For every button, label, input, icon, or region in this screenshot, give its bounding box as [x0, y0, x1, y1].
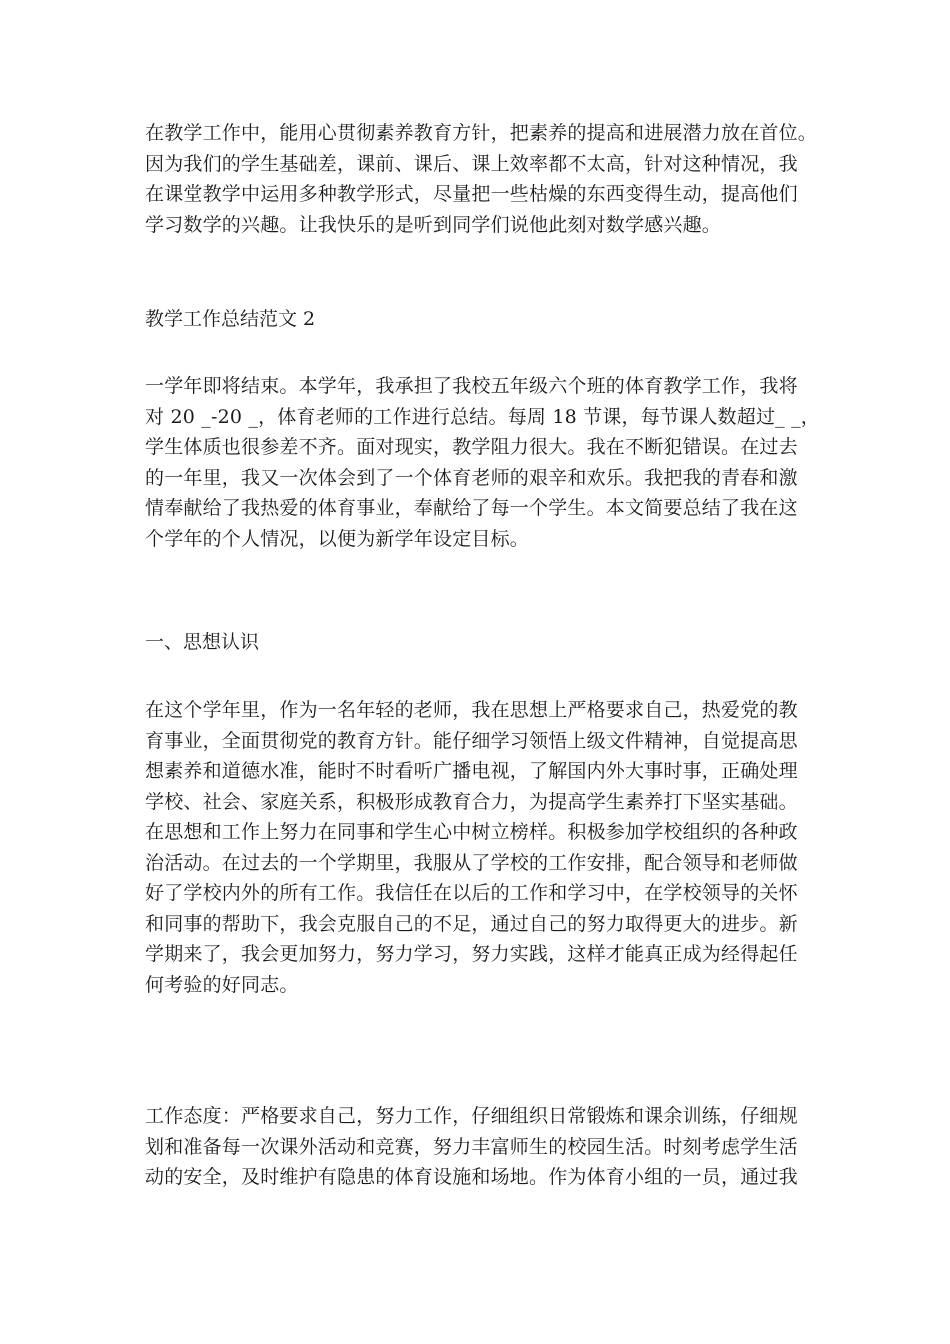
text-line: 因为我们的学生基础差，课前、课后、课上效率都不太高，针对这种情况，我	[145, 152, 798, 175]
text-line: 学习数学的兴趣。让我快乐的是听到同学们说他此刻对数学感兴趣。	[145, 213, 722, 236]
text-line: 何考验的好同志。	[145, 973, 299, 996]
summary-paragraph	[145, 371, 825, 554]
text-line: 对 20 _-20 _，体育老师的工作进行总结。每周 18 节课，每节课人数超过_ _，	[145, 405, 820, 428]
text-line: 划和准备每一次课外活动和竞赛，努力丰富师生的校园生活。时刻考虑学生活	[145, 1135, 798, 1158]
text-line: 和同事的帮助下，我会克服自己的不足，通过自己的努力取得更大的进步。新	[145, 912, 798, 935]
text-line: 育事业，全面贯彻党的教育方针。能仔细学习领悟上级文件精神，自觉提高思	[145, 729, 798, 752]
text-line: 在思想和工作上努力在同事和学生心中树立榜样。积极参加学校组织的各种政	[145, 821, 798, 843]
text-line: 好了学校内外的所有工作。我信任在以后的工作和学习中，在学校领导的关怀	[145, 882, 798, 904]
intro-paragraph	[145, 118, 825, 240]
attitude-paragraph	[145, 1101, 825, 1193]
section-title: 教学工作总结范文 2	[145, 308, 316, 330]
text-line: 想素养和道德水准，能时不时看听广播电视，了解国内外大事时事，正确处理	[145, 760, 798, 782]
text-line: 在这个学年里，作为一名年轻的老师，我在思想上严格要求自己，热爱党的教	[145, 699, 798, 721]
text-line: 一学年即将结束。本学年，我承担了我校五年级六个班的体育教学工作，我将	[145, 375, 798, 397]
text-line: 在课堂教学中运用多种教学形式，尽量把一些枯燥的东西变得生动，提高他们	[145, 183, 798, 205]
text-line: 学生体质也很参差不齐。面对现实，教学阻力很大。我在不断犯错误。在过去	[145, 436, 798, 458]
text-line: 治活动。在过去的一个学期里，我服从了学校的工作安排，配合领导和老师做	[145, 851, 798, 874]
text-line: 工作态度：严格要求自己，努力工作，仔细组织日常锻炼和课余训练，仔细规	[145, 1105, 798, 1127]
text-line: 动的安全，及时维护有隐患的体育设施和场地。作为体育小组的一员，通过我	[145, 1166, 798, 1188]
text-line: 个学年的个人情况，以便为新学年设定目标。	[145, 527, 530, 550]
text-line: 学校、社会、家庭关系，积极形成教育合力，为提高学生素养打下坚实基础。	[145, 790, 798, 813]
thought-paragraph	[145, 695, 825, 1000]
subheading: 一、思想认识	[145, 631, 260, 653]
text-line: 在教学工作中，能用心贯彻素养教育方针，把素养的提高和进展潜力放在首位。	[145, 122, 818, 144]
text-line: 情奉献给了我热爱的体育事业，奉献给了每一个学生。本文简要总结了我在这	[145, 497, 798, 519]
text-line: 学期来了，我会更加努力，努力学习，努力实践，这样才能真正成为经得起任	[145, 943, 798, 965]
text-line: 的一年里，我又一次体会到了一个体育老师的艰辛和欢乐。我把我的青春和激	[145, 466, 798, 489]
